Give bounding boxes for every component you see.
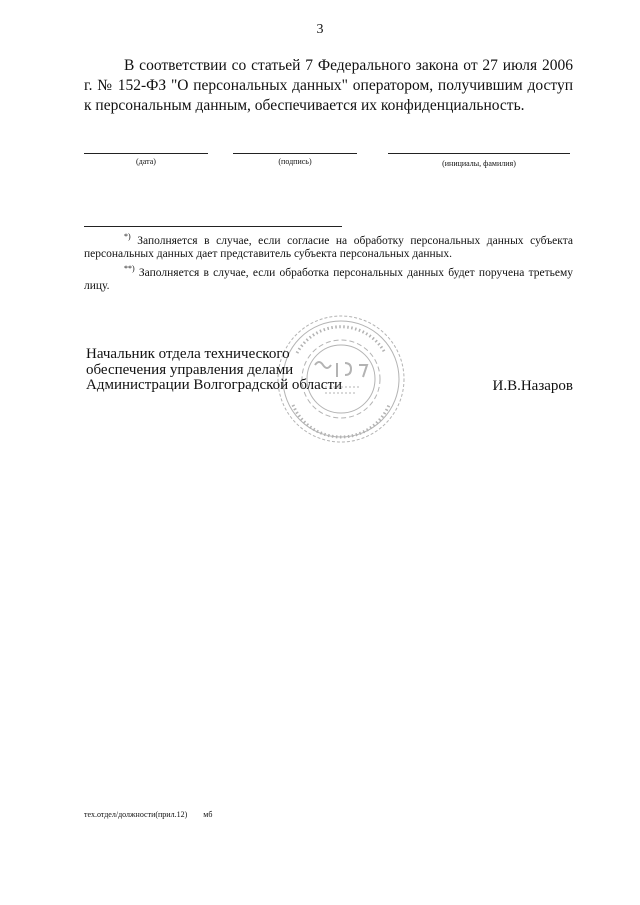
document-code-suffix: мб [203,810,213,819]
signature-field-line [233,153,357,154]
footnote-1-mark: *) [124,232,131,241]
date-field-line [84,153,208,154]
position-line-1: Начальник отдела технического [86,346,290,362]
signature-field-caption: (подпись) [278,157,312,166]
footnote-1 [84,230,573,262]
signoff-block [86,347,346,394]
name-field-line [388,153,570,154]
footnote-2 [84,262,573,294]
document-code [84,810,226,819]
position-line-3: Администрации Волгоградской области [86,377,343,393]
consent-confidentiality-paragraph: В соответствии со статьей 7 Федерального закона от 27 июля 2006 г. № 152-ФЗ "О персональных данных" оператором, получившим доступ к персональным данным, обеспечивается их конфиденциальность. [84,57,573,114]
position-line-2: обеспечения управления делами [86,361,294,378]
name-field-caption: (инициалы, фамилия) [442,159,516,168]
footnotes [84,230,573,294]
signer-name: И.В.Назаров [492,378,573,394]
footnote-2-mark: **) [124,263,135,273]
document-code-path: тех.отдел/должности(прил.12) [84,810,188,819]
date-field-caption: (дата) [136,157,156,166]
footnote-2-text: Заполняется в случае, если обработка персональных данных будет поручена третьему лицу. [84,266,574,293]
footnote-divider [84,226,342,227]
page-number: 3 [316,22,324,37]
footnote-1-text: Заполняется в случае, если согласие на обработку персональных данных субъекта персональных данных дает представитель субъекта персональных данных. [84,234,573,261]
